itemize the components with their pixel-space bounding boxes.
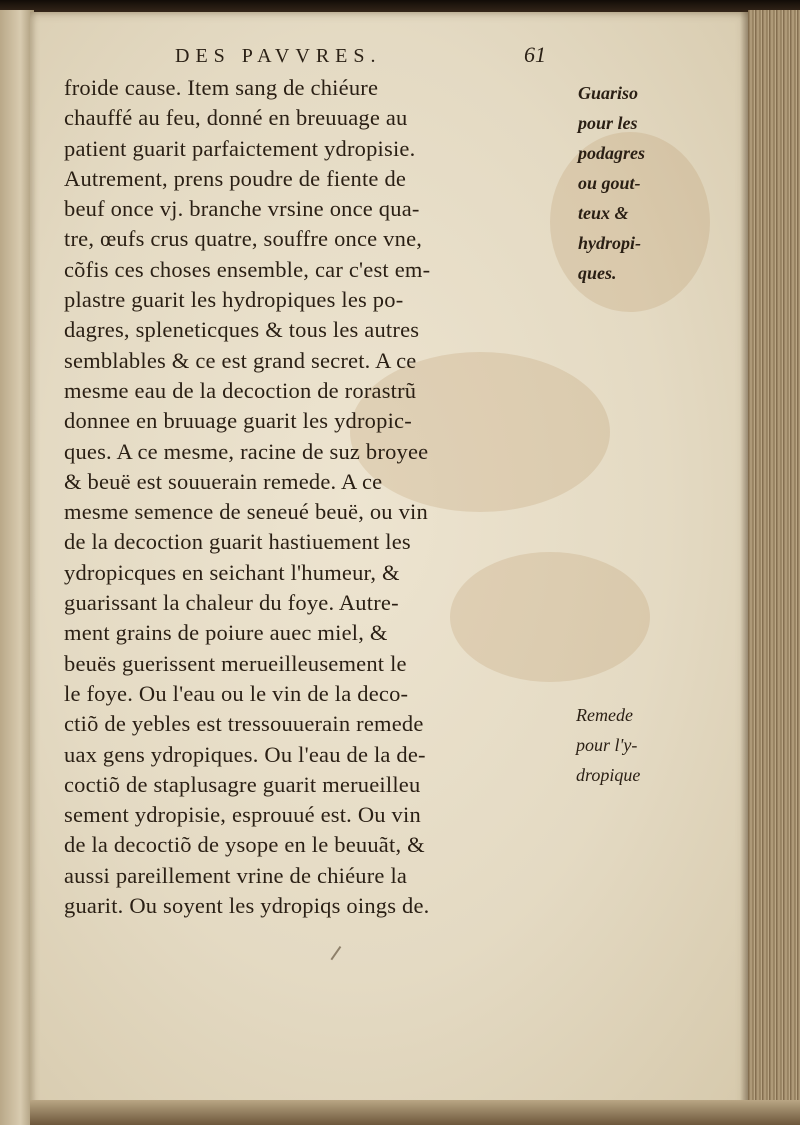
text-line: ydropicques en seichant l'humeur, & <box>64 559 400 585</box>
page-number: 61 <box>524 42 546 67</box>
margin-note-line: ou gout- <box>578 173 641 193</box>
margin-note-line: hydropi- <box>578 233 641 253</box>
text-line: froide cause. Item sang de chiéure <box>64 75 379 100</box>
text-line: sement ydropisie, esprouué est. Ou vin <box>64 802 421 828</box>
text-line: de la decoction guarit hastiuement les <box>64 529 411 555</box>
margin-note-gout-dropsy <box>578 78 645 288</box>
text-line: dagres, spleneticques & tous les autres <box>64 317 420 343</box>
text-line: plastre guarit les hydropiques les po- <box>64 287 404 313</box>
margin-note-line: ques. <box>578 263 617 283</box>
book-bottom-edge <box>30 1100 800 1125</box>
text-line: patient guarit parfaictement ydropisie. <box>64 135 416 161</box>
text-line: guarit. Ou soyent les ydropiqs oings de. <box>64 893 430 919</box>
margin-note-line: pour l'y- <box>576 735 638 755</box>
margin-note-line: pour les <box>578 113 638 133</box>
text-line: ment grains de poiure auec miel, & <box>64 620 388 646</box>
text-line: chauffé au feu, donné en breuuage au <box>64 105 408 131</box>
text-line: mesme eau de la decoction de rorastrũ <box>64 377 417 403</box>
adjacent-page-edge <box>0 10 34 1125</box>
margin-note-line: podagres <box>578 143 645 163</box>
text-line: semblables & ce est grand secret. A ce <box>64 347 417 373</box>
book-fore-edge <box>748 10 800 1125</box>
text-line: beuës guerissent merueilleusement le <box>64 650 407 676</box>
margin-note-line: Remede <box>576 705 633 725</box>
text-line: Autrement, prens poudre de fiente de <box>64 165 407 191</box>
text-line: de la decoctiõ de ysope en le beuuãt, & <box>64 832 425 858</box>
text-line: aussi pareillement vrine de chiéure la <box>64 862 408 888</box>
text-line: le foye. Ou l'eau ou le vin de la deco- <box>64 680 409 706</box>
text-line: & beuë est souuerain remede. A ce <box>64 468 383 494</box>
text-line: cõfis ces choses ensemble, car c'est em- <box>64 256 431 282</box>
margin-note-line: dropique <box>576 765 641 785</box>
text-line: donnee en bruuage guarit les ydropic- <box>64 408 412 434</box>
running-head: DES PAVVRES. <box>175 45 382 67</box>
margin-note-line: Guariso <box>578 83 639 103</box>
text-line: tre, œufs crus quatre, souffre once vne, <box>64 226 423 252</box>
margin-note-line: teux & <box>578 203 629 223</box>
text-line: ctiõ de yebles est tressouuerain remede <box>64 711 424 737</box>
text-line: mesme semence de seneué beuë, ou vin <box>64 499 428 525</box>
text-line: coctiõ de staplusagre guarit merueilleu <box>64 771 421 797</box>
text-line: guarissant la chaleur du foye. Autre- <box>64 590 399 616</box>
body-text <box>64 73 564 921</box>
text-line: ques. A ce mesme, racine de suz broyee <box>64 438 429 464</box>
margin-note-dropsy-remedy <box>576 700 640 790</box>
text-line: beuf once vj. branche vrsine once qua- <box>64 196 420 222</box>
text-line: uax gens ydropiques. Ou l'eau de la de- <box>64 741 426 767</box>
